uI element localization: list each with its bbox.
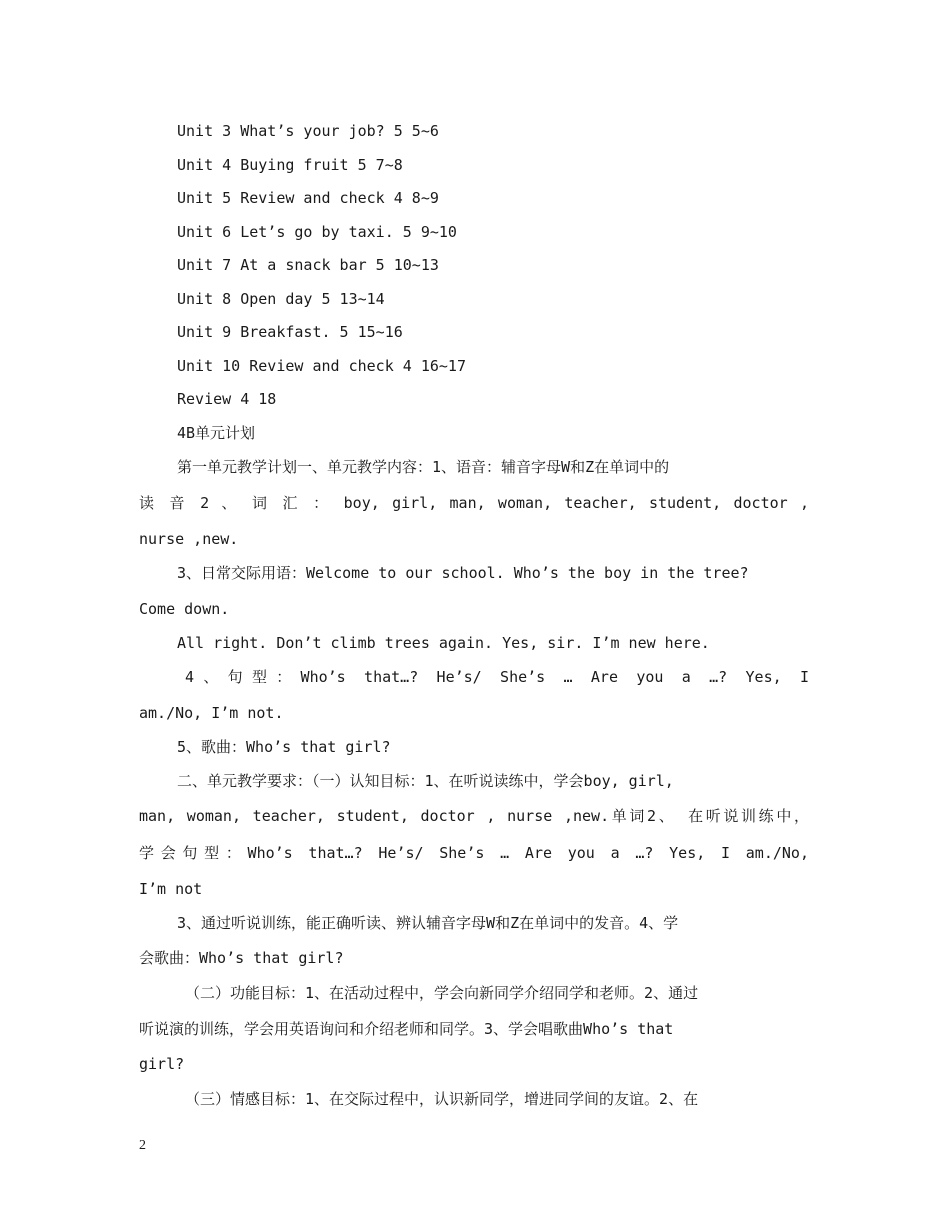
- page-number: 2: [139, 1138, 146, 1153]
- paragraph-line: 5、歌曲：Who’s that girl?: [177, 738, 391, 756]
- paragraph-line: man, woman, teacher, student, doctor , nurse ,new.单词2、 在听说训练中，: [139, 807, 809, 825]
- toc-line: Unit 5 Review and check 4 8~9: [177, 189, 439, 207]
- paragraph-line: 3、通过听说训练，能正确听读、辨认辅音字母W和Z在单词中的发音。4、学: [177, 914, 679, 932]
- toc-line: Review 4 18: [177, 390, 277, 408]
- section-heading: 4B单元计划: [177, 424, 256, 442]
- paragraph-line: 4、句型：Who’s that…? He’s/ She’s … Are you a …? Yes, I: [185, 668, 809, 686]
- paragraph-line: am./No, I’m not.: [139, 704, 284, 722]
- toc-line: Unit 7 At a snack bar 5 10~13: [177, 256, 439, 274]
- paragraph-line: nurse ,new.: [139, 530, 239, 548]
- paragraph-line: Come down.: [139, 600, 230, 618]
- paragraph-line: （三）情感目标：1、在交际过程中，认识新同学，增进同学间的友谊。2、在: [185, 1090, 699, 1108]
- toc-line: Unit 6 Let’s go by taxi. 5 9~10: [177, 223, 457, 241]
- paragraph-line: （二）功能目标：1、在活动过程中，学会向新同学介绍同学和老师。2、通过: [185, 984, 699, 1002]
- paragraph-line: 听说演的训练，学会用英语询问和介绍老师和同学。3、学会唱歌曲Who’s that: [139, 1020, 674, 1038]
- toc-line: Unit 9 Breakfast. 5 15~16: [177, 323, 403, 341]
- paragraph-line: 会歌曲：Who’s that girl?: [139, 949, 344, 967]
- paragraph-line: girl?: [139, 1055, 185, 1073]
- paragraph-line: 学会句型：Who’s that…? He’s/ She’s … Are you a …? Yes, I am./No,: [139, 844, 809, 862]
- paragraph-line: 二、单元教学要求：（一）认知目标：1、在听说读练中，学会boy, girl,: [177, 772, 674, 790]
- paragraph-line: 第一单元教学计划一、单元教学内容：1、语音：辅音字母W和Z在单词中的: [177, 458, 670, 476]
- toc-line: Unit 3 What’s your job? 5 5~6: [177, 122, 439, 140]
- toc-line: Unit 10 Review and check 4 16~17: [177, 357, 466, 375]
- toc-line: Unit 8 Open day 5 13~14: [177, 290, 385, 308]
- paragraph-line: I’m not: [139, 880, 203, 898]
- paragraph-line: All right. Don’t climb trees again. Yes, sir. I’m new here.: [177, 634, 710, 652]
- paragraph-line: 读 音 2 、 词 汇 ： boy, girl, man, woman, teacher, student, doctor ,: [139, 494, 809, 512]
- paragraph-line: 3、日常交际用语：Welcome to our school. Who’s the boy in the tree?: [177, 564, 749, 582]
- toc-line: Unit 4 Buying fruit 5 7~8: [177, 156, 403, 174]
